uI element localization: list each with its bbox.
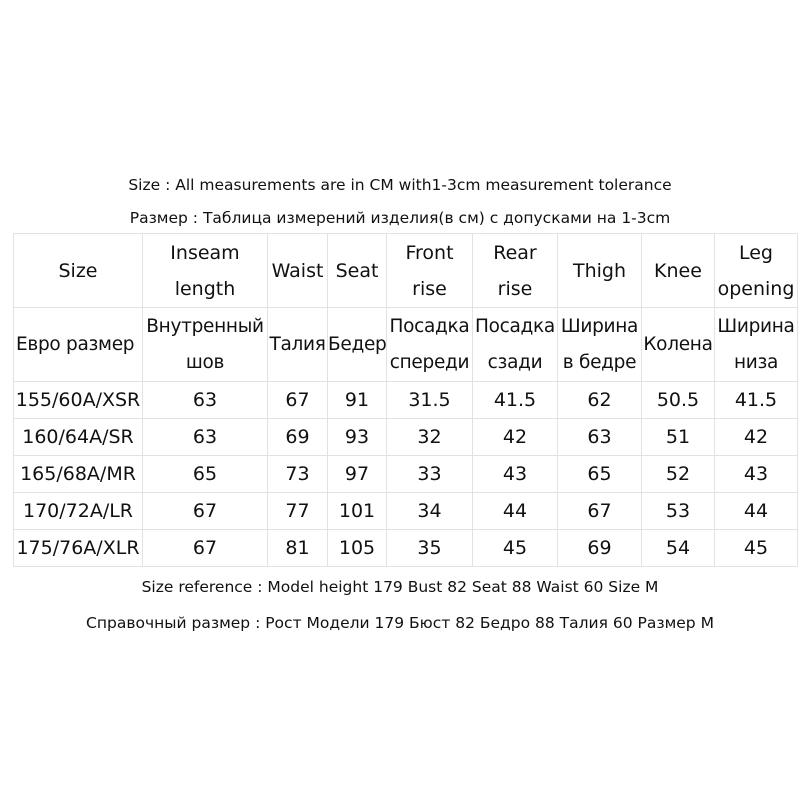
table-cell: 101	[328, 493, 387, 530]
table-row	[14, 530, 798, 567]
table-cell: 50.5	[642, 382, 715, 419]
table-cell: 67	[268, 382, 328, 419]
header-cell: Size	[14, 234, 143, 308]
table-cell: 52	[642, 456, 715, 493]
size-reference-ru: Справочный размер : Рост Модели 179 Бюст 82 Бедро 88 Талия 60 Размер M	[86, 614, 714, 632]
table-cell: 34	[387, 493, 473, 530]
table-cell: 77	[268, 493, 328, 530]
table-row	[14, 419, 798, 456]
table-cell: 41.5	[715, 382, 798, 419]
header-cell: Knee	[642, 234, 715, 308]
table-cell: 67	[558, 493, 642, 530]
header-cell: Waist	[268, 234, 328, 308]
size-cell: 170/72A/LR	[14, 493, 143, 530]
table-cell: 44	[473, 493, 558, 530]
size-reference-en: Size reference : Model height 179 Bust 82 Seat 88 Waist 60 Size M	[141, 578, 659, 596]
table-cell: 44	[715, 493, 798, 530]
table-cell: 51	[642, 419, 715, 456]
table-cell: 32	[387, 419, 473, 456]
table-cell: 105	[328, 530, 387, 567]
table-cell: 69	[268, 419, 328, 456]
table-row	[14, 493, 798, 530]
size-chart-table	[13, 233, 798, 567]
header-cell: Посадка спереди	[387, 308, 473, 382]
table-cell: 45	[715, 530, 798, 567]
table-cell: 63	[143, 419, 268, 456]
table-cell: 33	[387, 456, 473, 493]
table-cell: 65	[558, 456, 642, 493]
table-cell: 43	[715, 456, 798, 493]
measurement-note-ru: Размер : Таблица измерений изделия(в см) с допусками на 1-3cm	[129, 209, 671, 227]
table-cell: 69	[558, 530, 642, 567]
table-cell: 31.5	[387, 382, 473, 419]
header-cell: Внутренный шов	[143, 308, 268, 382]
size-cell: 155/60A/XSR	[14, 382, 143, 419]
table-row	[14, 456, 798, 493]
header-cell: Rear rise	[473, 234, 558, 308]
table-cell: 63	[143, 382, 268, 419]
table-cell: 35	[387, 530, 473, 567]
table-cell: 41.5	[473, 382, 558, 419]
header-cell: Колена	[642, 308, 715, 382]
header-row-en	[14, 234, 798, 308]
table-cell: 42	[715, 419, 798, 456]
table-row	[14, 382, 798, 419]
table-cell: 63	[558, 419, 642, 456]
table-cell: 42	[473, 419, 558, 456]
header-cell: Ширина в бедре	[558, 308, 642, 382]
header-row-ru	[14, 308, 798, 382]
table-cell: 67	[143, 493, 268, 530]
size-cell: 160/64A/SR	[14, 419, 143, 456]
table-cell: 62	[558, 382, 642, 419]
header-cell: Талия	[268, 308, 328, 382]
table-cell: 91	[328, 382, 387, 419]
header-cell: Ширина низа	[715, 308, 798, 382]
header-cell: Seat	[328, 234, 387, 308]
table-cell: 54	[642, 530, 715, 567]
header-cell: Евро размер	[14, 308, 143, 382]
table-cell: 81	[268, 530, 328, 567]
header-cell: Leg opening	[715, 234, 798, 308]
measurement-note-en: Size : All measurements are in CM with1-3cm measurement tolerance	[128, 176, 672, 194]
table-cell: 65	[143, 456, 268, 493]
header-cell: Бедер	[328, 308, 387, 382]
header-cell: Inseam length	[143, 234, 268, 308]
header-cell: Front rise	[387, 234, 473, 308]
table-cell: 45	[473, 530, 558, 567]
table-cell: 97	[328, 456, 387, 493]
header-cell: Thigh	[558, 234, 642, 308]
header-cell: Посадка сзади	[473, 308, 558, 382]
table-cell: 67	[143, 530, 268, 567]
table-cell: 73	[268, 456, 328, 493]
table-cell: 53	[642, 493, 715, 530]
size-cell: 165/68A/MR	[14, 456, 143, 493]
table-cell: 93	[328, 419, 387, 456]
size-cell: 175/76A/XLR	[14, 530, 143, 567]
table-cell: 43	[473, 456, 558, 493]
